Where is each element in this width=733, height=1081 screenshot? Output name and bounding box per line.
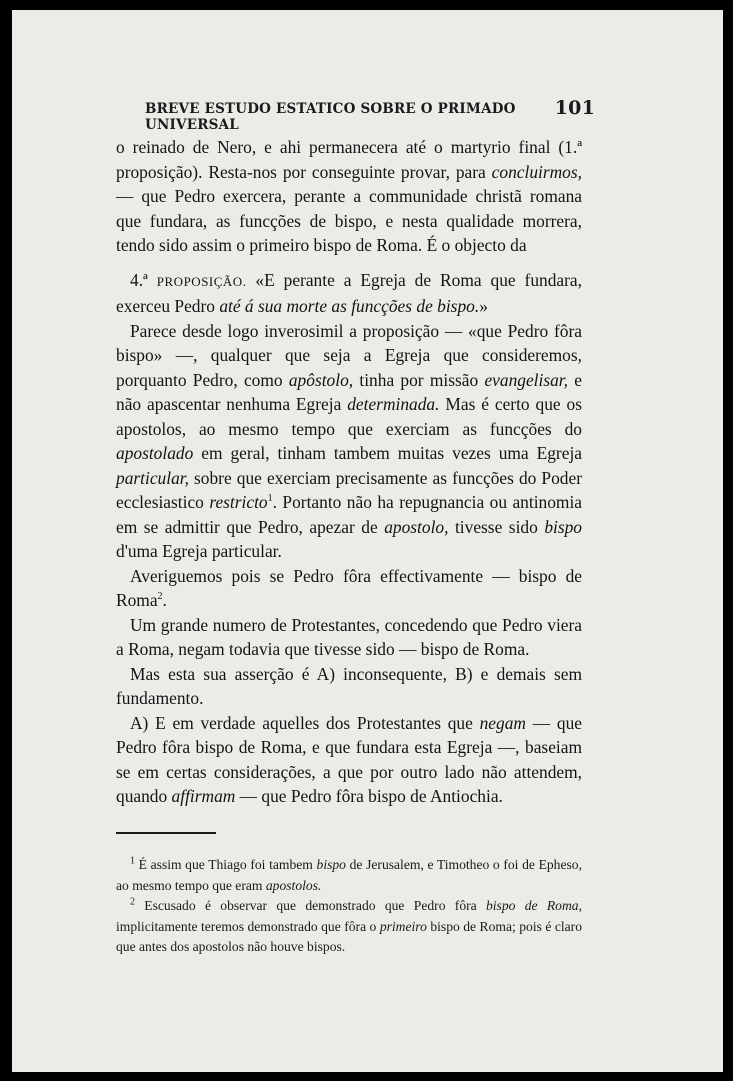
footnote-ref-1: 1 (267, 493, 273, 505)
running-title: BREVE ESTUDO ESTATICO SOBRE O PRIMADO UNIVERSAL (145, 101, 516, 133)
paragraph-7: A) E em verdade aquelles dos Protestantes que negam — que Pedro fôra bispo de Roma, e que fundara esta Egreja —, baseiam se em certas considerações, a que por outro lado não attendem, quando affirmam — que Pedro fôra bispo de Antiochia. (116, 712, 582, 806)
footnote-ref-2: 2 (157, 591, 163, 603)
footnotes (116, 855, 582, 958)
paragraph-4: Averiguemos pois se Pedro fôra effectivamente — bispo de Roma$^2$. (116, 565, 582, 610)
footnote-2: $^2$ Escusado é observar que demonstrado que Pedro fôra bispo de Roma, implicitamente teremos demonstrado que fôra o primeiro bispo de Roma; pois é claro que antes dos apostolos não houve bispos. (116, 896, 582, 954)
paragraph-proposition: 4.ª PROPOSIÇÃO. «E perante a Egreja de Roma que fundara, exerceu Pedro até á sua morte as funcções de bispo.» (116, 269, 582, 316)
page-number: 101 (554, 97, 595, 119)
footnote-1: $^1$ É assim que Thiago foi tambem bispo de Jerusalem, e Timotheo o foi de Epheso, ao mesmo tempo que eram apostolos. (116, 855, 582, 893)
paragraph-6: Mas esta sua asserção é A) inconsequente, B) e demais sem fundamento. (116, 663, 582, 708)
paragraph-3: Parece desde logo inverosimil a proposição — «que Pedro fôra bispo» —, qualquer que seja a Egreja que consideremos, porquanto Pedro, como apôstolo, tinha por missão evangelisar, e não apascentar nenhuma Egreja determinada. Mas é certo que os apostolos, ao mesmo tempo que exerciam as funcções do apostolado em geral, tinham tambem muitas vezes uma Egreja particular, sobre que exerciam precisamente as funcções do Poder ecclesiastico restricto$^1$. Portanto não ha repugnancia ou antinomia em se admittir que Pedro, apezar de apostolo, tivesse sido bispo d'uma Egreja particular. (116, 320, 582, 561)
running-header (145, 97, 595, 133)
main-text (116, 135, 582, 809)
book-page (12, 10, 723, 1072)
paragraph-1: o reinado de Nero, e ahi permanecera até o martyrio final (1.ª proposição). Resta-nos por conseguinte provar, para concluirmos, — que Pedro exercera, perante a communidade christã romana que fundara, as funcções de bispo, e nesta qualidade morrera, tendo sido assim o primeiro bispo de Roma. É o objecto da (116, 137, 582, 255)
paragraph-5: Um grande numero de Protestantes, concedendo que Pedro viera a Roma, negam todavia que tivesse sido — bispo de Roma. (116, 614, 582, 659)
footnote-rule (116, 832, 216, 834)
